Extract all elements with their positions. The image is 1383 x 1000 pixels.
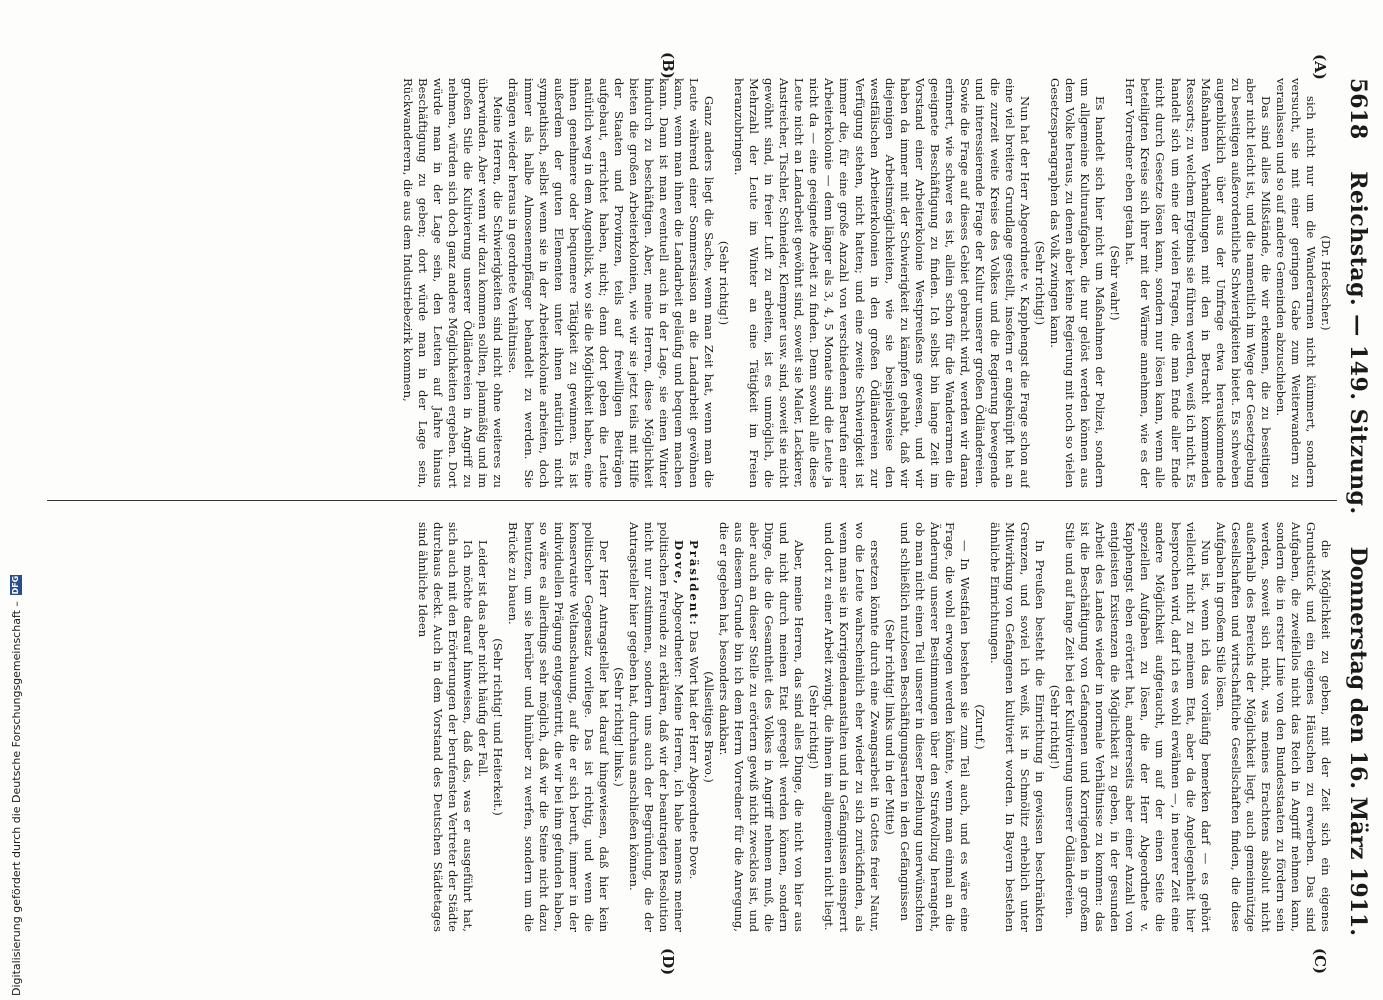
paragraph: die Möglichkeit zu geben, mit der Zeit sich ein eigenes Grundstück und ein eigenes Häuschen zu erwerben. Das sind Aufgaben, die zweifellos nicht das Reich in Angriff nehmen kann, sondern die in erster Linie von den Bundesstaaten zu fördern sein werden, soweit sich nicht, was meines Erachtens absolut nicht außerhalb des Bereichs der Möglichkeit liegt, auch gemeinnützige Gesellschaften und wirtschaftliche Gesellschaften finden, die diese Aufgaben in großem Stile lösen. (1213, 522, 1333, 932)
paragraph: — In Westfalen bestehen sie zum Teil auch, und es wäre eine Frage, die wohl erwogen werden könnte, wenn man einmal an die Änderung unserer Bestimmungen über den Strafvollzug herangeht, ob man nicht einen Teil unserer in dieser Beziehung unerwünschten und schließlich nutzlosen Beschäftigungsarten in den Gefängnissen (897, 522, 972, 932)
page-title: Reichstag. — 149. Sitzung. (1345, 171, 1371, 515)
credit-line (6, 36, 26, 996)
right-column (48, 522, 1333, 932)
interjection: (Allseitiges Bravo.) (702, 671, 717, 783)
paragraph: Es handelt sich hier nicht um Maßnahmen der Polizei, sondern um allgemeine Kulturaufgaben, die nur gelöst werden können aus dem Volke heraus, zu denen aber keine Regierung mit noch so vielen Gesetzesparagraphen das Volk zwingen kann. (1048, 78, 1108, 488)
margin-marker-d: (D) (659, 948, 677, 976)
paragraph: Ich möchte darauf hinweisen, daß das, was er ausgeführt hat, sich auch mit den Erörterungen der berufensten Vertreter der Städte durchaus deckt. Auch in dem Vorstand des Deutschen Städtetages sind ähnliche Ideen (416, 522, 476, 932)
left-column (48, 78, 1333, 488)
interjection: (Sehr richtig! und Heiterkeit.) (491, 638, 506, 816)
interjection: (Sehr richtig! links.) (611, 667, 626, 787)
statement-text: Das Wort hat der Herr Abgeordnete Dove. (687, 630, 702, 880)
statement-text: Abgeordneter: Meine Herren, ich habe namens meiner politischen Freunde zu erklären, daß wir der beantragten Resolution nicht nur zustimmen, sondern uns auch der Begründung, die der Antragsteller hier gegeben hat, durchaus anschließen können. (626, 522, 686, 932)
paragraph: Das sind alles Mißstände, die wir erkennen, die zu beseitigen aber nicht leicht ist, und die namentlich im Wege der Gesetzgebung zu beseitigen außerordentliche Schwierigkeiten bietet. Es schweben augenblicklich über aus der Umfrage etwa herauskommende Maßnahmen Verhandlungen mit den in Betracht kommenden Ressorts; zu welchem Ergebnis sie führen werden, weiß ich nicht. Es handelt sich um eine der vielen Fragen, die man Ende aller Ende nicht durch Gesetze lösen kann, sondern nur lösen kann, wenn alle beteiligten Kreise sich ihrer mit der Wärme annehmen, wie es der Herr Vorredner eben getan hat. (1123, 78, 1273, 488)
interjection: (Zuruf.) (972, 704, 987, 750)
margin-marker-a: (A) (1311, 54, 1329, 80)
paragraph: Nun ist, wenn ich das vorläufig bemerken darf — es gehört vielleicht nicht zu meinem Etat, aber da die Angelegenheit hier besprochen wird, darf ich es wohl erwähnen —, in neuerer Zeit eine andere Möglichkeit aufgetaucht, um auf der einen Seite die speziellen Aufgaben zu lösen, die der Herr Abgeordnete v. Kapphengst eben erörtert hat, andererseits aber einer Anzahl von entgleisten Existenzen die Möglichkeit zu geben, in der gesunden Arbeit des Landes wieder in normale Verhältnisse zu kommen: das ist die Beschäftigung von Gefangenen und Korrigenden in großem Stile und auf lange Zeit bei der Kultivierung unserer Ödländereien. (1063, 522, 1213, 932)
paragraph: Nun hat der Herr Abgeordnete v. Kapphengst die Frage schon auf eine viel breitere Grundlage gestellt, insofern er angeknüpft hat an die zurzeit weite Kreise des Volkes und die Regierung bewegende und interessierende Frage der Kultur unserer großen Ödländereien. Sowie die Frage auf dieses Gebiet gebracht wird, werden wir daran erinnert, wie schwer es ist, allein schon für die Wanderarmen die geeignete Beschäftigung zu finden. Ich selbst bin lange Zeit im Vorstand einer Arbeiterkolonie Westpreußens gewesen, und wir haben da immer mit der Schwierigkeit zu kämpfen gehabt, daß wir diejenigen Arbeitsmöglichkeiten, wie sie beispielsweise den westfälischen Arbeiterkolonien in den großen Ödländereien zur Verfügung stehen, nicht hatten; und eine zweite Schwierigkeit ist immer die, für eine große Anzahl von verschiedenen Berufen einer Arbeiterkolonie — denn länger als 3, 4, 5 Monate sind die Leute ja nicht da — eine geeignete Arbeit zu finden. Denn sowohl alle diese Leute nicht an Landarbeit gewöhnt sind, soweit sie Maler, Lackierer, Anstreicher, Tischler, Schneider, Klempner usw. sind, soweit sie nicht gewöhnt sind, in freier Luft zu arbeiten, ist es unmöglich, die Mehrzahl der Leute im Winter an eine Tätigkeit im Freien heranzubringen. (732, 78, 1033, 488)
dfg-logo-icon[interactable]: DFG (11, 575, 20, 595)
credit-strip (4, 0, 24, 1000)
credit-text: Digitalisierung gefördert durch die Deutsche Forschungsgemeinschaft – (9, 601, 23, 996)
interjection: (Sehr richtig!) (1048, 684, 1063, 770)
margin-marker-c: (C) (1311, 948, 1329, 975)
paragraph: ersetzen könnte durch eine Zwangsarbeit in Gottes freier Natur, wo die Leute wahrscheinlich eher wieder zu sich zurückfinden, als wenn man sie in Korrigendenanstalten und in Gefängnissen einsperrt und dort zu einer Arbeit zwingt, die ihnen im allgemeinen nicht liegt. (822, 522, 882, 932)
speaker-name: Dove, (671, 540, 686, 586)
page-date: Donnerstag den 16. März 1911. (1345, 546, 1371, 936)
paragraph: Der Herr Antragsteller hat darauf hingewiesen, daß hier kein politischer Gegensatz vorliege. Das ist richtig, und wenn die konservative Weltanschauung, auf die er sich beruft, immer in der individuellen Prägung entgegentritt, die wir bei ihm gefunden haben, so wäre es allerdings sehr möglich, daß wir die Steine nicht dazu benutzen, um sie herüber und hinüber zu werfen, sondern um die Brücke zu bauen. (506, 522, 611, 932)
dove-statement (626, 522, 686, 932)
speaker-note: (Dr. Heckscher.) (1319, 235, 1333, 331)
margin-marker-b: (B) (659, 52, 677, 79)
paragraph: Leider ist das aber nicht häufig der Fall. (476, 540, 491, 778)
speaker-name: Präsident: (687, 540, 702, 627)
interjection: (Sehr richtig!) (1033, 240, 1048, 326)
interjection: (Sehr richtig!) (717, 240, 732, 326)
interjection: (Sehr richtig!) (807, 684, 822, 770)
paragraph: Ganz anders liegt die Sache, wenn man Zeit hat, wenn man die Leute während einer Sommersaison an die Landarbeit gewöhnen kann, wenn man ihnen die Landarbeit geläufig und bequem machen kann. Dann ist man eventuell auch in der Lage, sie einen Winter hindurch zu beschäftigen. Aber, meine Herren, diese Möglichkeit bieten die großen Arbeiterkolonien, wie wir sie jetzt teils mit Hilfe der Staaten und Provinzen, teils auf freiwilligen Beiträgen aufgebaut, errichtet haben, nicht; denn dort geben die Leute natürlich weg in dem Augenblick, wo sie die Möglichkeit haben, eine ihnen genehmere oder bequemere Tätigkeit zu gewinnen. Es ist außerdem der guten Elementen unter ihnen natürlich nicht sympathisch, selbst wenn sie in der Arbeiterkolonie arbeiten, doch immer als halbe Almosenempfänger behandelt zu werden. Sie drängen wieder heraus in geordnete Verhältnisse. (506, 78, 717, 488)
interjection: (Sehr richtig! links und in der Mitte) (882, 619, 897, 835)
interjection: (Sehr wahr!) (1108, 245, 1123, 321)
page-number: 5618 (1345, 78, 1371, 140)
president-statement (686, 522, 701, 932)
page-header (1341, 78, 1371, 936)
paragraph: sich nicht nur um die Wanderarmen nicht kümmert, sondern versucht, sie mit einer geringen Gabe zum Weiterwandern zu veranlassen und so auf andere Gemeinden abzuschieben. (1273, 78, 1318, 488)
paragraph: In Preußen besteht die Einrichtung in gewissen beschränkten Grenzen, und soviel ich weiß, ist in Schmölitz erheblich unter Mitwirkung von Gefangenen kultiviert worden. In Bayern bestehen ähnliche Einrichtungen. (987, 522, 1048, 932)
column-divider (47, 500, 1337, 501)
paragraph: Aber, meine Herren, das sind alles Dinge, die nicht von hier aus und nicht durch meinen Etat geregelt werden können, sondern Dinge, die die Gesamtheit des Volkes in Angriff nehmen muß, die aber auch an dieser Stelle zu erörtern gewiß nicht zwecklos ist, und aus diesem Grunde bin ich dem Herrn Vorredner für die Anregung, die er gegeben hat, besonders dankbar. (717, 522, 807, 932)
paragraph: Meine Herren, die Schwierigkeiten sind nicht ohne weiteres zu überwinden. Aber wenn wir dazu kommen sollten, planmäßig und im großen Stile die Kultivierung unserer Ödländereien in Angriff zu nehmen, würden sich doch ganz andere Möglichkeiten ergeben. Dort würde man in der Lage sein, den Leuten auf Jahre hinaus Beschäftigung zu geben; dort würde man in der Lage sein, Rückwanderern, die aus dem Industriebezirk kommen, (401, 78, 506, 488)
